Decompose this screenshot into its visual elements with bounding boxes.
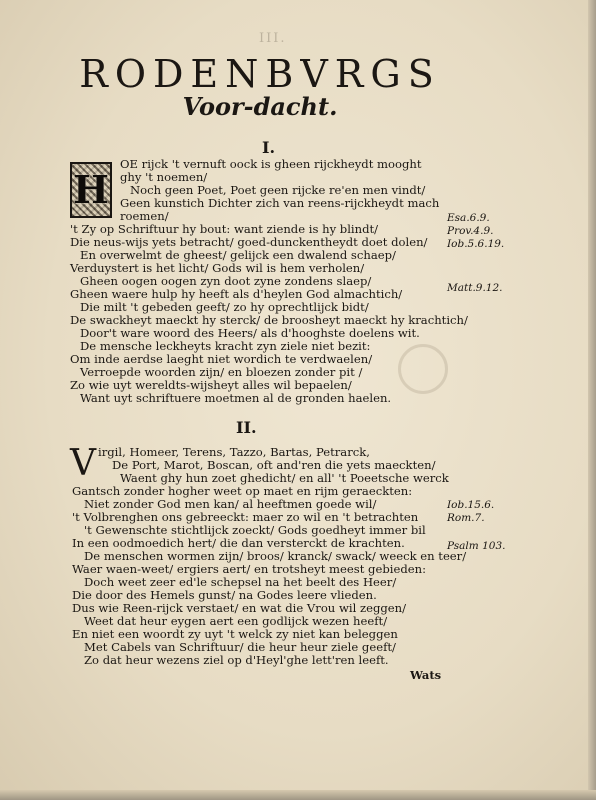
- verse-line: Geen kunstich Dichter zich van reens-rijckheydt mach: [120, 196, 440, 210]
- margin-note: Matt.9.12.: [447, 282, 503, 294]
- section-numeral-1: I.: [262, 138, 276, 157]
- verse-line: ghy 't noemen/: [120, 170, 208, 184]
- page-title: RODENBVRGS: [79, 52, 441, 96]
- verse-line: Weet dat heur eygen aert een godlijck wezen heeft/: [84, 614, 388, 628]
- verse-line: Want uyt schriftuere moetmen al de gronden haelen.: [80, 391, 392, 405]
- verse-line: De Port, Marot, Boscan, oft and'ren die yets maeckten/: [112, 458, 436, 472]
- margin-note: Prov.4.9.: [447, 225, 494, 237]
- verse-line: roemen/: [120, 209, 169, 223]
- page-edge-bottom: [0, 790, 596, 800]
- margin-note: Iob.5.6.19.: [447, 238, 505, 250]
- verse-line: Die milt 't gebeden geeft/ zo hy oprechtlijck bidt/: [80, 300, 369, 314]
- verse-line: Doch weet zeer ed'le schepsel na het beelt des Heer/: [84, 575, 397, 589]
- large-initial: V: [70, 443, 96, 484]
- margin-note: Psalm 103.: [447, 540, 506, 552]
- verse-line: Zo dat heur wezens ziel op d'Heyl'ghe lett'ren leeft.: [84, 653, 389, 667]
- verse-line: Noch geen Poet, Poet geen rijcke re'en men vindt/: [130, 183, 426, 197]
- verse-line: Die neus-wijs yets betracht/ goed-dunckentheydt doet dolen/: [70, 235, 428, 249]
- page-edge: [588, 0, 596, 800]
- verse-line: En overwelmt de gheest/ gelijck een dwalend schaep/: [80, 248, 396, 262]
- verse-line: Waent ghy hun zoet ghedicht/ en all' 't Poeetsche werck: [120, 471, 449, 485]
- margin-note: Esa.6.9.: [447, 212, 490, 224]
- verse-line: Gantsch zonder hogher weet op maet en rijm geraeckten:: [72, 484, 413, 498]
- folio-number: III.: [259, 31, 287, 46]
- verse-line: De swackheyt maeckt hy sterck/ de broosheyt maeckt hy krachtich/: [70, 313, 468, 327]
- verse-line: Dus wie Reen-rijck verstaet/ en wat die Vrou wil zeggen/: [72, 601, 407, 615]
- verse-line: 't Gewenschte stichtlijck zoeckt/ Gods goedheyt immer bil: [84, 523, 426, 537]
- verse-line: Zo wie uyt wereldts-wijsheyt alles wil bepaelen/: [70, 378, 352, 392]
- verse-line: Die door des Hemels gunst/ na Godes leere vlieden.: [72, 588, 377, 602]
- verse-line: 't Volbrenghen ons gebreeckt: maer zo wil en 't betrachten: [72, 510, 419, 524]
- verse-line: De menschen wormen zijn/ broos/ kranck/ swack/ weeck en teer/: [84, 549, 467, 563]
- page-subtitle: Voor-dacht.: [182, 92, 338, 121]
- drop-cap-initial: H: [70, 162, 112, 218]
- verse-line: 't Zy op Schriftuur hy bout: want ziende is hy blindt/: [70, 222, 379, 236]
- margin-note: Rom.7.: [447, 512, 485, 524]
- verse-line: OE rijck 't vernuft oock is gheen rijckheydt mooght: [120, 157, 422, 171]
- verse-line: Door't ware woord des Heers/ als d'hooghste doelens wit.: [80, 326, 420, 340]
- verse-line: En niet een woordt zy uyt 't welck zy niet kan beleggen: [72, 627, 398, 641]
- verse-line: Verduystert is het licht/ Gods wil is hem verholen/: [70, 261, 365, 275]
- verse-line: irgil, Homeer, Terens, Tazzo, Bartas, Petrarck,: [98, 445, 370, 459]
- section-numeral-2: II.: [236, 418, 257, 437]
- verse-line: De mensche leckheyts kracht zyn ziele niet bezit:: [80, 339, 371, 353]
- verse-line: Met Cabels van Schriftuur/ die heur heur ziele geeft/: [84, 640, 396, 654]
- verse-line: Waer waen-weet/ ergiers aert/ en trotsheyt meest gebieden:: [72, 562, 426, 576]
- verse-line: Gheen oogen oogen zyn doot zyne zondens slaep/: [80, 274, 372, 288]
- verse-line: Niet zonder God men kan/ al heeftmen goede wil/: [84, 497, 377, 511]
- margin-note: Iob.15.6.: [447, 499, 495, 511]
- verse-line: Om inde aerdse laeght niet wordich te verdwaelen/: [70, 352, 373, 366]
- bleed-through-mark: [398, 344, 448, 394]
- verse-line: In een oodmoedich hert/ die dan versterckt de krachten.: [72, 536, 405, 550]
- verse-line: Verroepde woorden zijn/ en bloezen zonder pit /: [80, 365, 363, 379]
- verse-line: Gheen waere hulp hy heeft als d'heylen God almachtich/: [70, 287, 403, 301]
- catchword: Wats: [410, 668, 442, 682]
